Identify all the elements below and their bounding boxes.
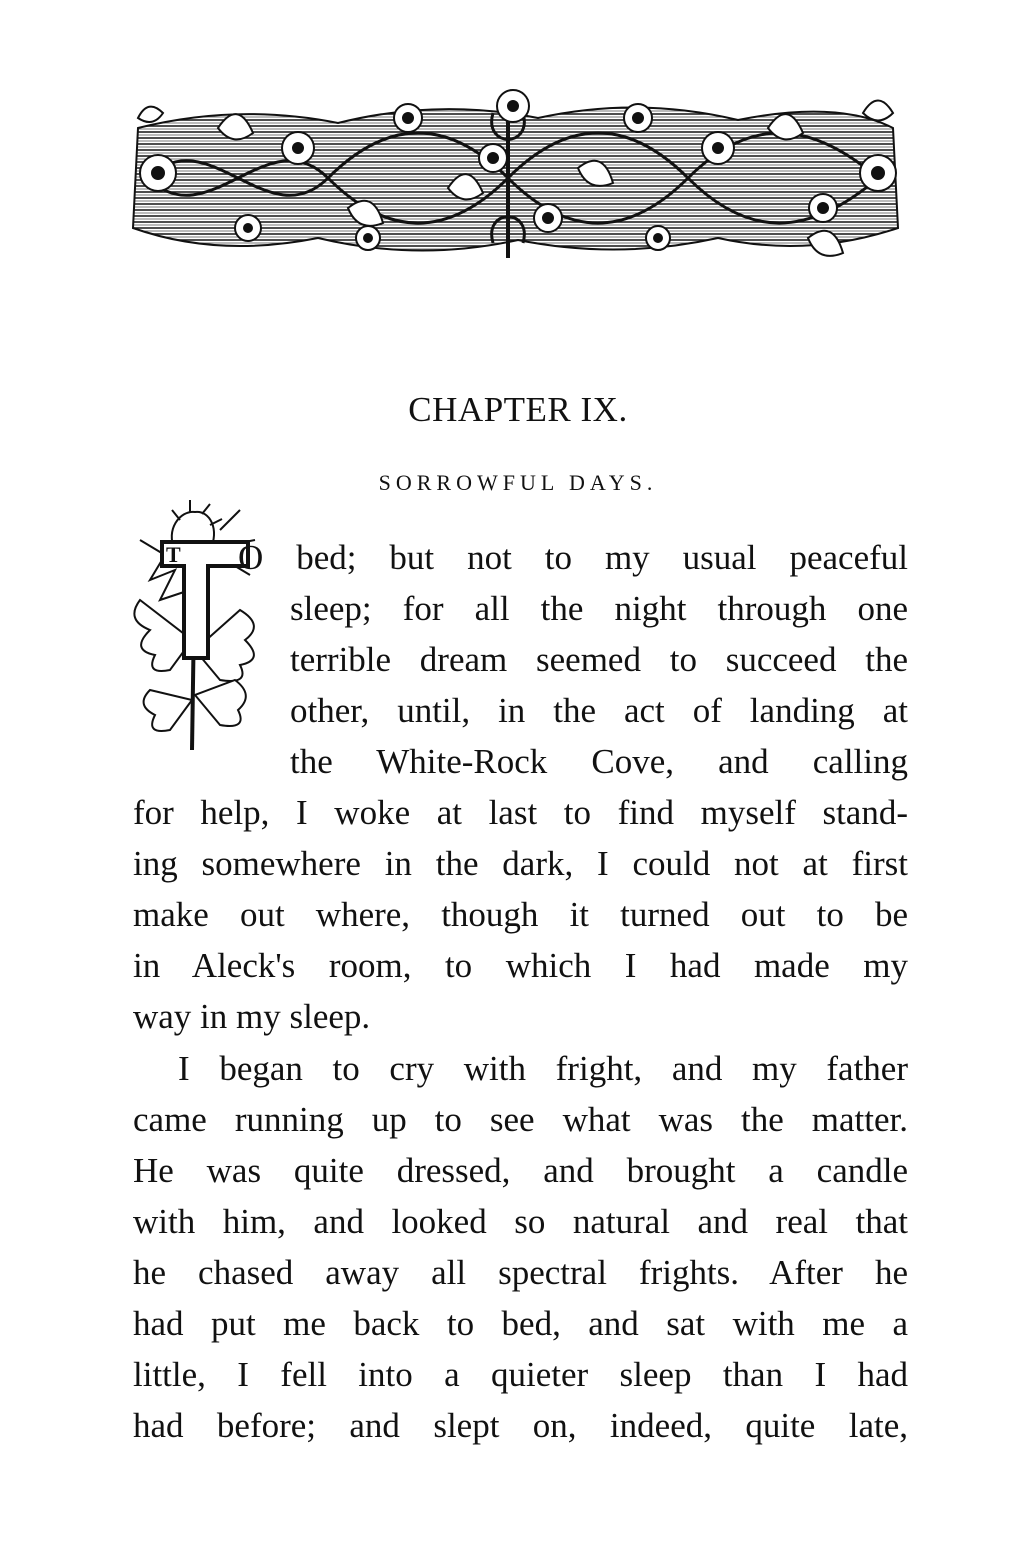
text-line: he chased away all spectral frights. After he [133,1253,908,1292]
text-line: sleep; for all the night through one [290,589,908,628]
text-line: terrible dream seemed to succeed the [290,640,908,679]
text-line: the White-Rock Cove, and calling [290,742,908,781]
chapter-title: CHAPTER IX. [408,390,628,429]
text-line: way in my sleep. [133,997,371,1036]
text-line: make out where, though it turned out to be [133,895,908,934]
text-line: I began to cry with fright, and my father [178,1049,908,1088]
text-line: had put me back to bed, and sat with me a [133,1304,908,1343]
text-line: with him, and looked so natural and real that [133,1202,908,1241]
text-line: came running up to see what was the matter. [133,1100,908,1139]
text-line: in Aleck's room, to which I had made my [133,946,908,985]
chapter-subtitle: SORROWFUL DAYS. [378,470,658,495]
text-line: other, until, in the act of landing at [290,691,908,730]
drop-cap-letter: T [166,542,181,567]
text-line: had before; and slept on, indeed, quite late, [133,1406,908,1445]
text-line: O bed; but not to my usual peaceful [238,538,908,577]
text-line: little, I fell into a quieter sleep than I had [133,1355,908,1394]
text-line: ing somewhere in the dark, I could not at first [133,844,908,883]
ornamental-headpiece [118,88,908,266]
text-line: for help, I woke at last to find myself stand- [133,793,908,832]
text-line: He was quite dressed, and brought a candle [133,1151,908,1190]
